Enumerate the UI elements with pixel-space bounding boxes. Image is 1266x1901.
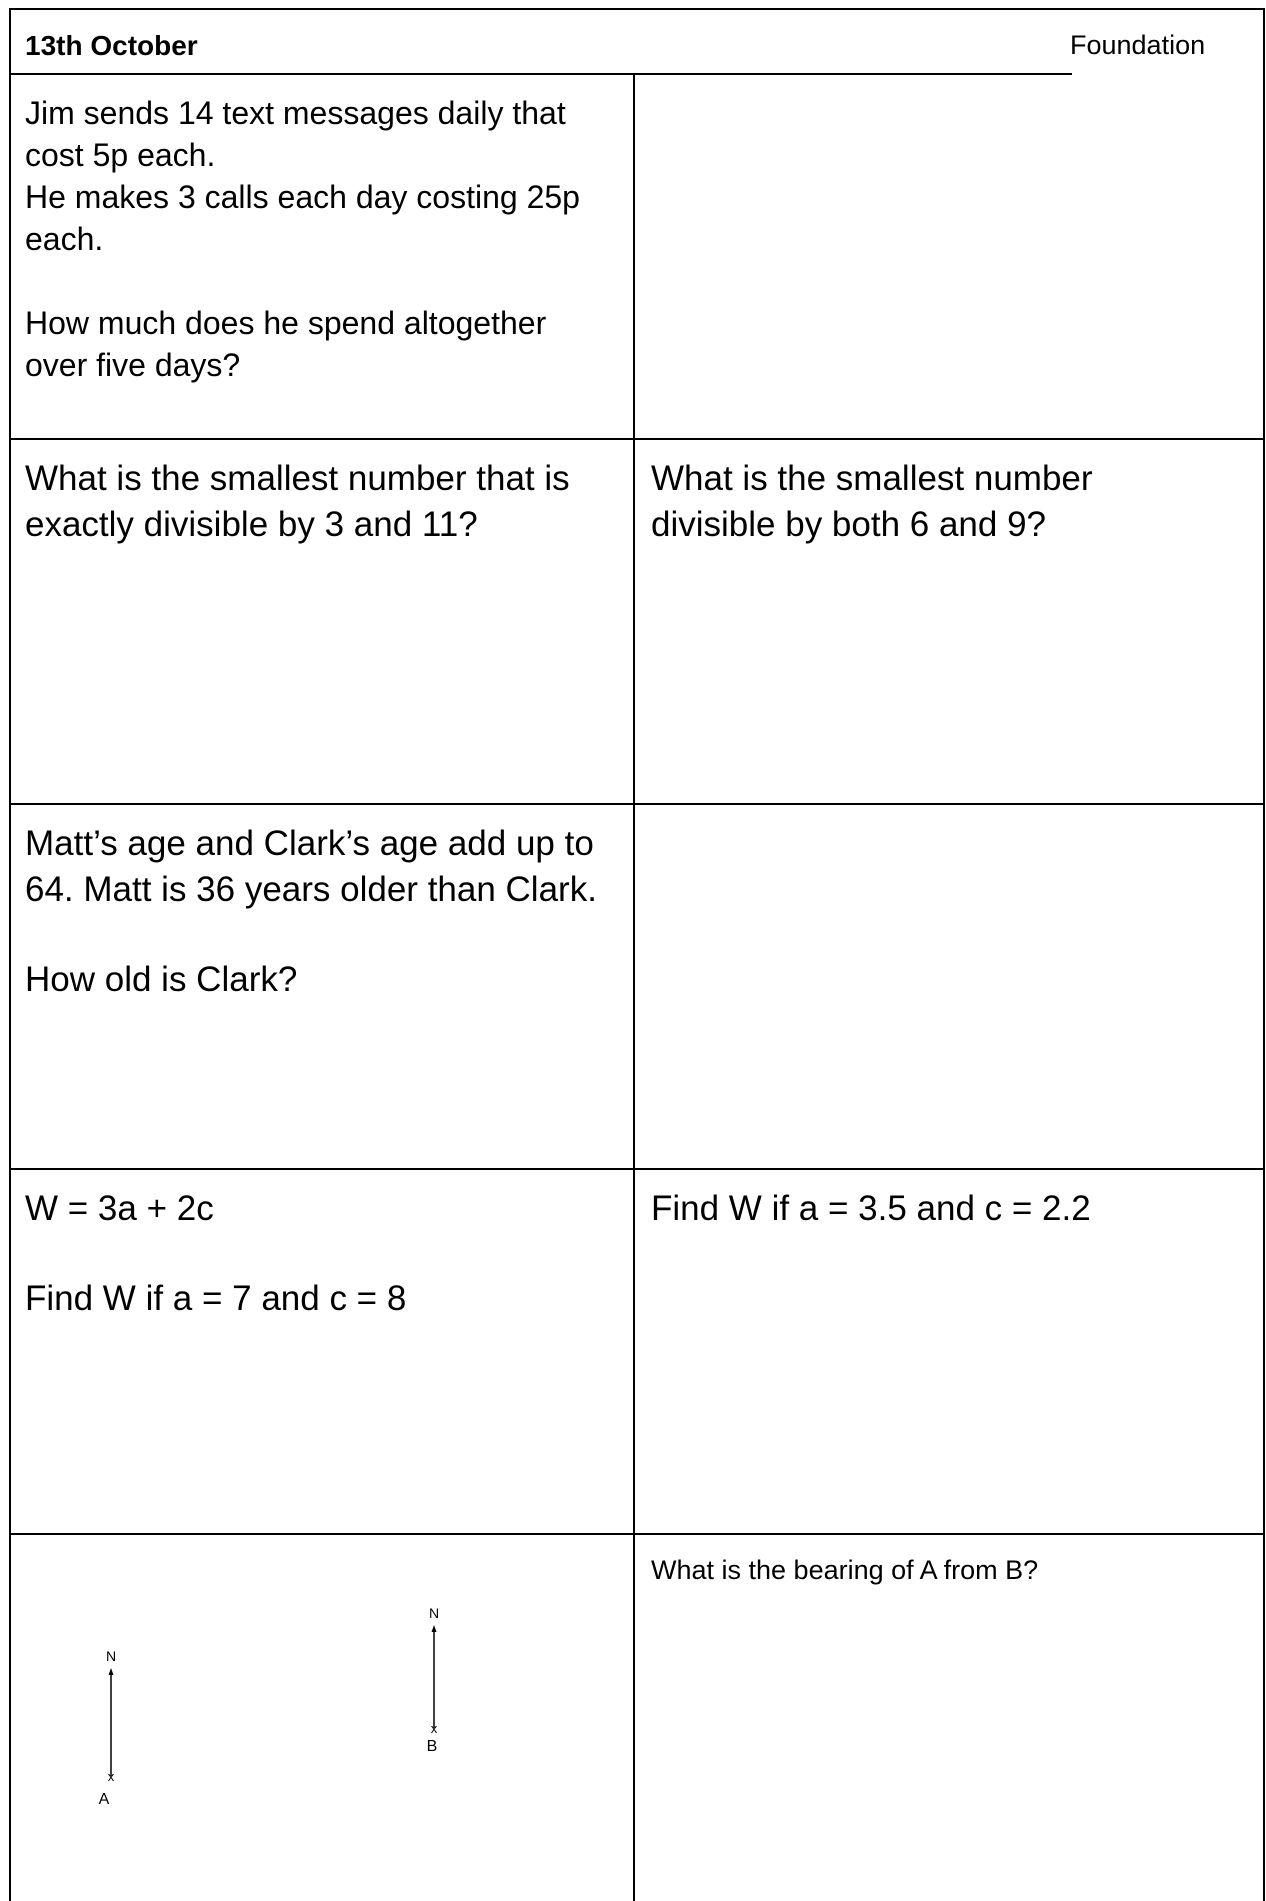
question-2 (25, 456, 625, 548)
point-label-a: A (98, 1791, 110, 1808)
question-4-line-1: Matt’s age and Clark’s age add up to 64. Matt is 36 years older than Clark. (25, 824, 597, 909)
north-label-b: N (428, 1605, 440, 1621)
worksheet-date: 13th October (25, 30, 198, 61)
question-7 (651, 1553, 1241, 1587)
header-divider (9, 73, 1072, 75)
question-1-line-2: He makes 3 calls each day costing 25p each. (25, 179, 580, 257)
frame-right (1263, 8, 1265, 1901)
bearing-diagram (49, 1578, 449, 1808)
question-1 (25, 92, 615, 386)
question-5-prompt: Find W if a = 7 and c = 8 (25, 1279, 407, 1318)
frame-left (9, 8, 11, 1901)
column-divider (633, 73, 635, 1901)
question-6 (651, 1186, 1241, 1232)
row-divider-4 (9, 1533, 1265, 1535)
row-divider-3 (9, 1168, 1265, 1170)
frame-top (9, 8, 1265, 10)
question-3 (651, 456, 1211, 548)
question-1-line-1: Jim sends 14 text messages daily that cost 5p each. (25, 95, 566, 173)
north-label-a: N (105, 1648, 117, 1664)
question-1-line-3: How much does he spend altogether over five days? (25, 305, 547, 383)
question-5-formula: W = 3a + 2c (25, 1189, 214, 1228)
worksheet-tier: Foundation (1070, 30, 1206, 60)
cross-a-icon: x (107, 1769, 115, 1784)
question-5 (25, 1186, 615, 1322)
question-4 (25, 821, 615, 1003)
question-6-text: Find W if a = 3.5 and c = 2.2 (651, 1189, 1091, 1228)
question-4-line-2: How old is Clark? (25, 960, 298, 999)
question-3-text: What is the smallest number divisible by both 6 and 9? (651, 459, 1093, 544)
question-2-text: What is the smallest number that is exactly divisible by 3 and 11? (25, 459, 570, 544)
row-divider-2 (9, 803, 1265, 805)
row-divider-1 (9, 438, 1265, 440)
cross-b-icon: x (430, 1721, 438, 1736)
question-7-text: What is the bearing of A from B? (651, 1555, 1039, 1585)
worksheet (9, 8, 1265, 1901)
point-label-b: B (426, 1738, 438, 1755)
